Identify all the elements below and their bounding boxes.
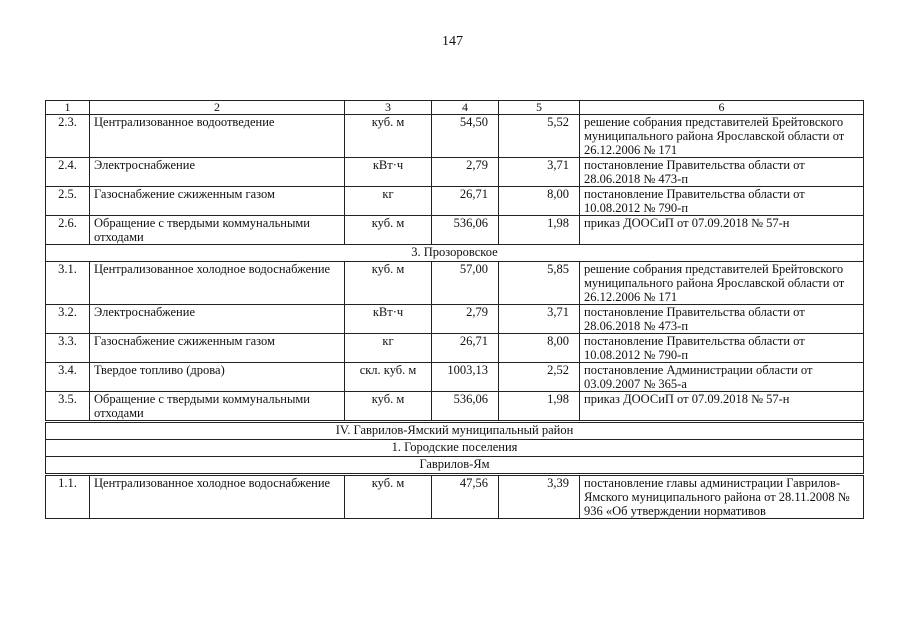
table-cell: Твердое топливо (дрова) xyxy=(90,363,345,392)
table-cell: куб. м xyxy=(345,262,432,305)
table-cell: 3.4. xyxy=(46,363,90,392)
table-cell: 2.6. xyxy=(46,216,90,245)
table-row xyxy=(46,187,864,216)
table-cell: решение собрания представителей Брейтовского муниципального района Ярославской области от 26.12.2006 № 171 xyxy=(580,262,864,305)
table-cell: 5,85 xyxy=(499,262,580,305)
table-cell: куб. м xyxy=(345,475,432,519)
section-title: IV. Гаврилов-Ямский муниципальный район xyxy=(46,422,864,440)
table-cell: 2,52 xyxy=(499,363,580,392)
table-cell: 1,98 xyxy=(499,392,580,422)
table-row xyxy=(46,392,864,422)
table-cell: куб. м xyxy=(345,392,432,422)
table-cell: 3,39 xyxy=(499,475,580,519)
table-cell: 47,56 xyxy=(432,475,499,519)
section-title: 3. Прозоровское xyxy=(46,245,864,262)
table-cell: Электроснабжение xyxy=(90,158,345,187)
table-cell: 2.5. xyxy=(46,187,90,216)
table-cell: Централизованное холодное водоснабжение xyxy=(90,262,345,305)
table-cell: 536,06 xyxy=(432,216,499,245)
section-row xyxy=(46,457,864,475)
col-header: 3 xyxy=(345,101,432,115)
section-title: 1. Городские поселения xyxy=(46,440,864,457)
table-cell: 2.4. xyxy=(46,158,90,187)
table-cell: постановление Правительства области от 10.08.2012 № 790-п xyxy=(580,187,864,216)
table-cell: кВт·ч xyxy=(345,305,432,334)
table-cell: Обращение с твердыми коммунальными отходами xyxy=(90,392,345,422)
page-number: 147 xyxy=(442,34,463,49)
table-cell: 1.1. xyxy=(46,475,90,519)
table-cell: 1003,13 xyxy=(432,363,499,392)
table-header-row xyxy=(46,101,864,115)
tariff-table xyxy=(45,100,864,519)
table-cell: 2,79 xyxy=(432,305,499,334)
table-cell: кг xyxy=(345,334,432,363)
table-cell: 8,00 xyxy=(499,187,580,216)
table-cell: куб. м xyxy=(345,216,432,245)
table-cell: Обращение с твердыми коммунальными отходами xyxy=(90,216,345,245)
table-cell: 3,71 xyxy=(499,305,580,334)
table-cell: Централизованное водоотведение xyxy=(90,115,345,158)
table-cell: скл. куб. м xyxy=(345,363,432,392)
table-row xyxy=(46,334,864,363)
table-row xyxy=(46,305,864,334)
table-cell: кг xyxy=(345,187,432,216)
col-header: 4 xyxy=(432,101,499,115)
table-row xyxy=(46,262,864,305)
table-cell: Электроснабжение xyxy=(90,305,345,334)
section-row xyxy=(46,245,864,262)
table-cell: постановление Правительства области от 28.06.2018 № 473-п xyxy=(580,305,864,334)
table-cell: приказ ДООСиП от 07.09.2018 № 57-н xyxy=(580,216,864,245)
table-cell: 3.1. xyxy=(46,262,90,305)
table-cell: 57,00 xyxy=(432,262,499,305)
table-cell: Газоснабжение сжиженным газом xyxy=(90,187,345,216)
table-cell: 3.5. xyxy=(46,392,90,422)
table-row xyxy=(46,115,864,158)
table-cell: постановление главы администрации Гаврилов-Ямского муниципального района от 28.11.2008 № 936 «Об утверждении нормативов xyxy=(580,475,864,519)
table-cell: 5,52 xyxy=(499,115,580,158)
col-header: 1 xyxy=(46,101,90,115)
table-cell: Газоснабжение сжиженным газом xyxy=(90,334,345,363)
table-cell: 8,00 xyxy=(499,334,580,363)
table-cell: 3.3. xyxy=(46,334,90,363)
table-row xyxy=(46,216,864,245)
table-cell: кВт·ч xyxy=(345,158,432,187)
table-cell: 26,71 xyxy=(432,334,499,363)
table-row xyxy=(46,158,864,187)
table-cell: 2.3. xyxy=(46,115,90,158)
table-cell: приказ ДООСиП от 07.09.2018 № 57-н xyxy=(580,392,864,422)
table-cell: решение собрания представителей Брейтовского муниципального района Ярославской области от 26.12.2006 № 171 xyxy=(580,115,864,158)
col-header: 6 xyxy=(580,101,864,115)
table-cell: куб. м xyxy=(345,115,432,158)
col-header: 2 xyxy=(90,101,345,115)
table-cell: Централизованное холодное водоснабжение xyxy=(90,475,345,519)
col-header: 5 xyxy=(499,101,580,115)
table-cell: 1,98 xyxy=(499,216,580,245)
table-cell: постановление Правительства области от 10.08.2012 № 790-п xyxy=(580,334,864,363)
table-cell: постановление Администрации области от 03.09.2007 № 365-а xyxy=(580,363,864,392)
table-cell: 2,79 xyxy=(432,158,499,187)
table-cell: 3.2. xyxy=(46,305,90,334)
table-cell: 54,50 xyxy=(432,115,499,158)
section-row xyxy=(46,422,864,440)
table-row xyxy=(46,363,864,392)
table-row xyxy=(46,475,864,519)
table-cell: постановление Правительства области от 28.06.2018 № 473-п xyxy=(580,158,864,187)
table-cell: 26,71 xyxy=(432,187,499,216)
table-cell: 3,71 xyxy=(499,158,580,187)
table-cell: 536,06 xyxy=(432,392,499,422)
section-row xyxy=(46,440,864,457)
section-title: Гаврилов-Ям xyxy=(46,457,864,475)
